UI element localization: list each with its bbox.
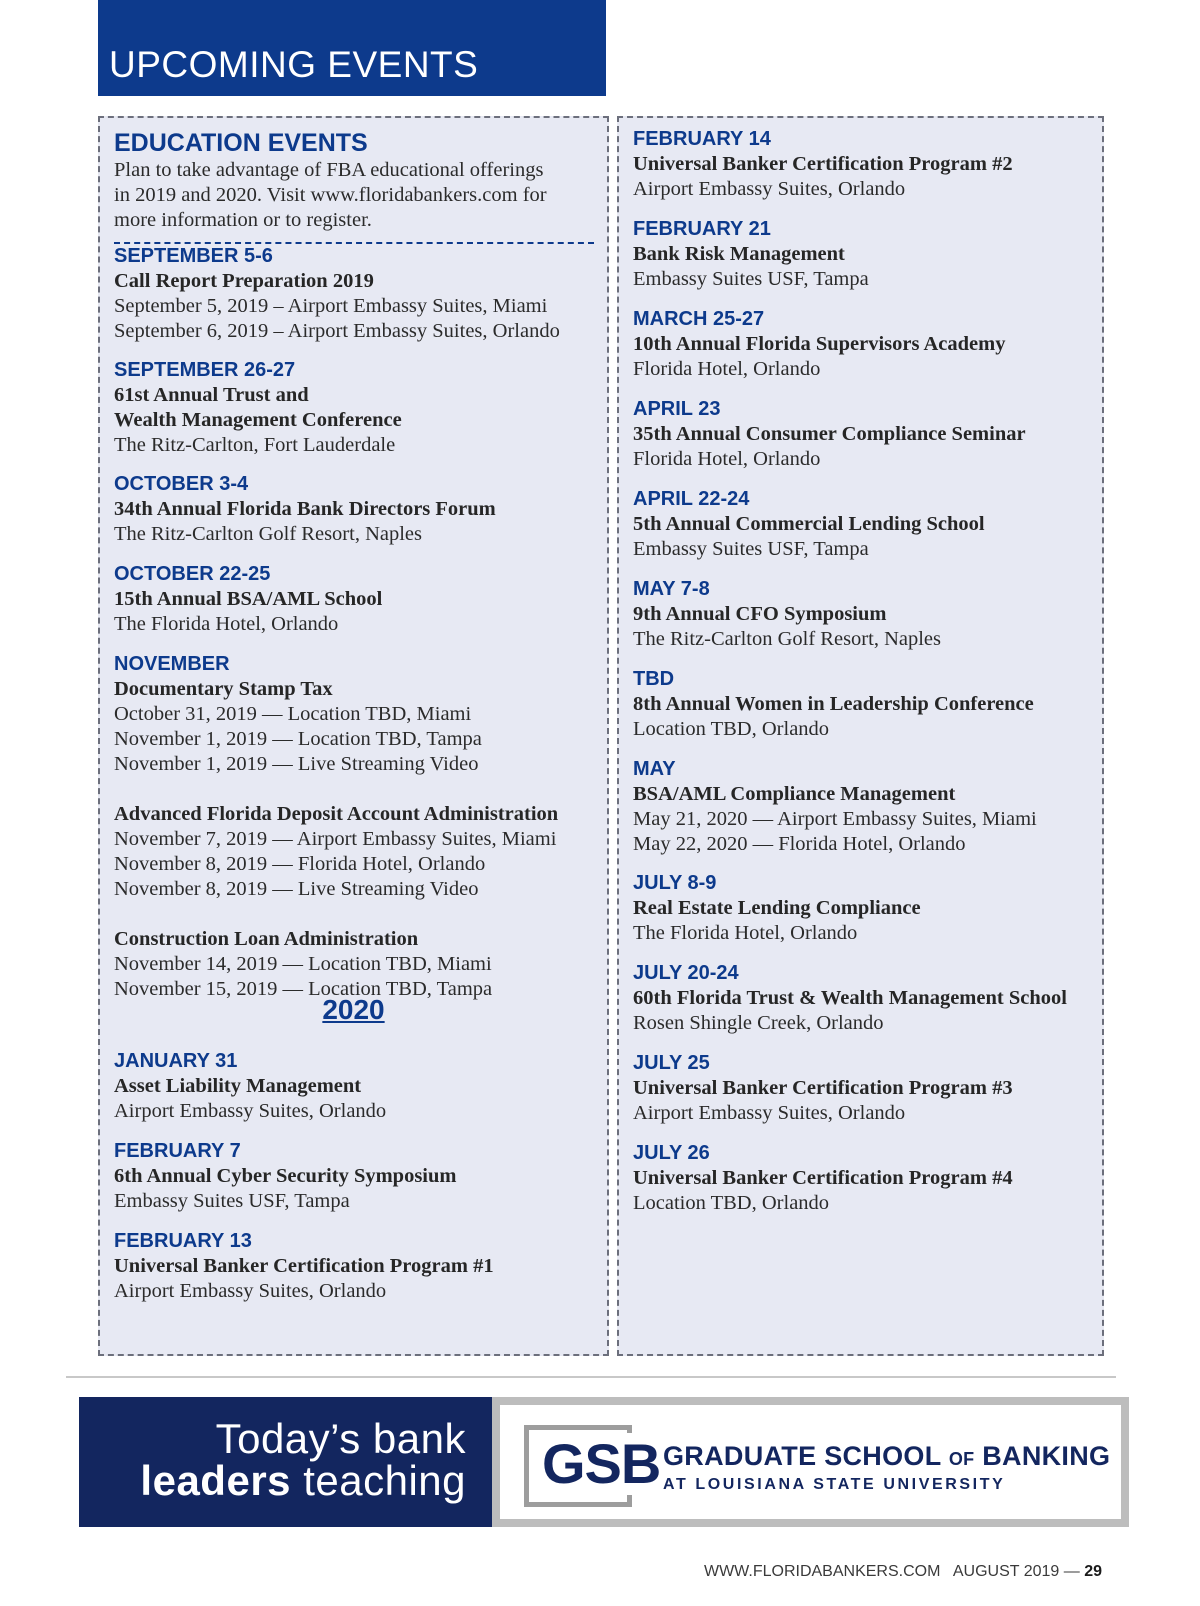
event-block [633, 126, 1098, 202]
event-name: 10th Annual Florida Supervisors Academy [633, 333, 1006, 355]
event-block [114, 243, 603, 344]
page-title: UPCOMING EVENTS [109, 44, 479, 85]
event-block-november [114, 651, 603, 1002]
event-name: Universal Banker Certification Program #1 [114, 1255, 494, 1277]
event-date: MARCH 25-27 [633, 308, 765, 330]
event-name: 15th Annual BSA/AML School [114, 588, 383, 610]
event-detail: Airport Embassy Suites, Orlando [633, 178, 906, 200]
event-name: 5th Annual Commercial Lending School [633, 513, 985, 535]
section-title: EDUCATION EVENTS [114, 129, 368, 157]
event-name: Advanced Florida Deposit Account Administration [114, 803, 559, 825]
event-detail: November 15, 2019 — Location TBD, Tampa [114, 978, 493, 1000]
event-date: JULY 25 [633, 1052, 710, 1074]
event-name: 60th Florida Trust & Wealth Management School [633, 987, 1067, 1009]
event-date: FEBRUARY 21 [633, 218, 771, 240]
event-detail: September 6, 2019 – Airport Embassy Suites, Orlando [114, 320, 560, 342]
school-name: GRADUATE SCHOOL OF BANKING [663, 1441, 1111, 1471]
event-detail: Airport Embassy Suites, Orlando [114, 1280, 387, 1302]
school-subtitle: AT LOUISIANA STATE UNIVERSITY [663, 1476, 1006, 1493]
event-date: FEBRUARY 13 [114, 1230, 252, 1252]
event-date: APRIL 22-24 [633, 488, 750, 510]
intro-line: in 2019 and 2020. Visit www.floridabankers.com for [114, 184, 547, 206]
event-detail: Location TBD, Orlando [633, 718, 830, 740]
ad-tagline: Today’s bank [215, 1415, 466, 1462]
event-detail: Rosen Shingle Creek, Orlando [633, 1012, 884, 1034]
event-name: Universal Banker Certification Program #3 [633, 1077, 1013, 1099]
event-name: Construction Loan Administration [114, 928, 419, 950]
event-detail: September 5, 2019 – Airport Embassy Suites, Miami [114, 295, 548, 317]
event-name: 6th Annual Cyber Security Symposium [114, 1165, 457, 1187]
event-detail: May 21, 2020 — Airport Embassy Suites, Miami [633, 808, 1037, 830]
event-block [633, 486, 1098, 562]
event-name: Universal Banker Certification Program #4 [633, 1167, 1013, 1189]
header-banner [98, 0, 606, 96]
event-date: SEPTEMBER 5-6 [114, 245, 273, 267]
footer-issue: AUGUST 2019 — [952, 1563, 1080, 1580]
event-block [633, 396, 1098, 472]
event-detail: November 8, 2019 — Live Streaming Video [114, 878, 479, 900]
ad-tagline-panel [79, 1397, 492, 1527]
gsb-advertisement[interactable] [79, 1397, 1129, 1527]
education-intro [114, 128, 603, 233]
event-detail: November 8, 2019 — Florida Hotel, Orlando [114, 853, 486, 875]
event-detail: The Ritz-Carlton, Fort Lauderdale [114, 434, 396, 456]
event-date: JULY 20-24 [633, 962, 739, 984]
event-detail: The Ritz-Carlton Golf Resort, Naples [633, 628, 942, 650]
event-name: Universal Banker Certification Program #2 [633, 153, 1013, 175]
event-name: 9th Annual CFO Symposium [633, 603, 887, 625]
event-block [633, 756, 1098, 857]
event-block [114, 1228, 603, 1304]
event-detail: Florida Hotel, Orlando [633, 358, 821, 380]
event-date: FEBRUARY 14 [633, 128, 771, 150]
event-detail: November 1, 2019 — Location TBD, Tampa [114, 728, 482, 750]
event-date: SEPTEMBER 26-27 [114, 359, 296, 381]
event-name: 8th Annual Women in Leadership Conference [633, 693, 1034, 715]
event-detail: May 22, 2020 — Florida Hotel, Orlando [633, 833, 966, 855]
event-detail: Embassy Suites USF, Tampa [633, 268, 869, 290]
event-block [114, 561, 603, 637]
event-date: MAY [633, 758, 676, 780]
year-heading: 2020 [322, 994, 385, 1025]
event-name: 61st Annual Trust and [114, 384, 309, 406]
event-detail: The Florida Hotel, Orlando [633, 922, 858, 944]
event-detail: Location TBD, Orlando [633, 1192, 830, 1214]
event-block [114, 1048, 603, 1124]
event-detail: October 31, 2019 — Location TBD, Miami [114, 703, 472, 725]
event-name: Asset Liability Management [114, 1075, 362, 1097]
horizontal-rule [66, 1376, 1116, 1378]
event-name: Documentary Stamp Tax [114, 678, 333, 700]
event-detail: November 7, 2019 — Airport Embassy Suites, Miami [114, 828, 557, 850]
event-date: JULY 26 [633, 1142, 710, 1164]
event-name: Bank Risk Management [633, 243, 845, 265]
ad-logo-panel [492, 1397, 1129, 1527]
event-block [633, 1140, 1098, 1216]
event-detail: Embassy Suites USF, Tampa [633, 538, 869, 560]
intro-line: Plan to take advantage of FBA educational offerings [114, 159, 544, 181]
event-date: JANUARY 31 [114, 1050, 238, 1072]
intro-line: more information or to register. [114, 209, 372, 231]
event-block [633, 1050, 1098, 1126]
event-detail: Airport Embassy Suites, Orlando [633, 1102, 906, 1124]
event-name: 34th Annual Florida Bank Directors Forum [114, 498, 496, 520]
event-detail: Airport Embassy Suites, Orlando [114, 1100, 387, 1122]
event-detail: The Florida Hotel, Orlando [114, 613, 339, 635]
event-block [633, 666, 1098, 742]
event-date: APRIL 23 [633, 398, 721, 420]
event-detail: November 1, 2019 — Live Streaming Video [114, 753, 479, 775]
event-block [633, 960, 1098, 1036]
ad-tagline: leaders teaching [140, 1457, 466, 1504]
event-block [633, 216, 1098, 292]
page-number: 29 [1084, 1563, 1102, 1580]
gsb-logo: GSB [542, 1432, 661, 1495]
event-name: Real Estate Lending Compliance [633, 897, 921, 919]
event-detail: Embassy Suites USF, Tampa [114, 1190, 350, 1212]
event-name: Call Report Preparation 2019 [114, 270, 374, 292]
event-date: JULY 8-9 [633, 872, 717, 894]
page-footer [704, 1563, 1102, 1581]
event-block [633, 576, 1098, 652]
footer-site[interactable]: WWW.FLORIDABANKERS.COM [703, 1563, 941, 1580]
event-date: NOVEMBER [114, 653, 230, 675]
event-date: OCTOBER 22-25 [114, 563, 271, 585]
event-detail: Florida Hotel, Orlando [633, 448, 821, 470]
event-date: FEBRUARY 7 [114, 1140, 241, 1162]
event-name: BSA/AML Compliance Management [633, 783, 956, 805]
event-date: TBD [633, 668, 675, 690]
event-block [114, 1138, 603, 1214]
event-detail: November 14, 2019 — Location TBD, Miami [114, 953, 492, 975]
event-date: MAY 7-8 [633, 578, 710, 600]
event-block [114, 357, 603, 458]
event-block [633, 870, 1098, 946]
left-column [98, 116, 609, 1356]
right-column [617, 116, 1104, 1356]
event-name: Wealth Management Conference [114, 409, 402, 431]
event-date: OCTOBER 3-4 [114, 473, 249, 495]
event-name: 35th Annual Consumer Compliance Seminar [633, 423, 1026, 445]
event-block [633, 306, 1098, 382]
event-detail: The Ritz-Carlton Golf Resort, Naples [114, 523, 423, 545]
event-block [114, 471, 603, 547]
